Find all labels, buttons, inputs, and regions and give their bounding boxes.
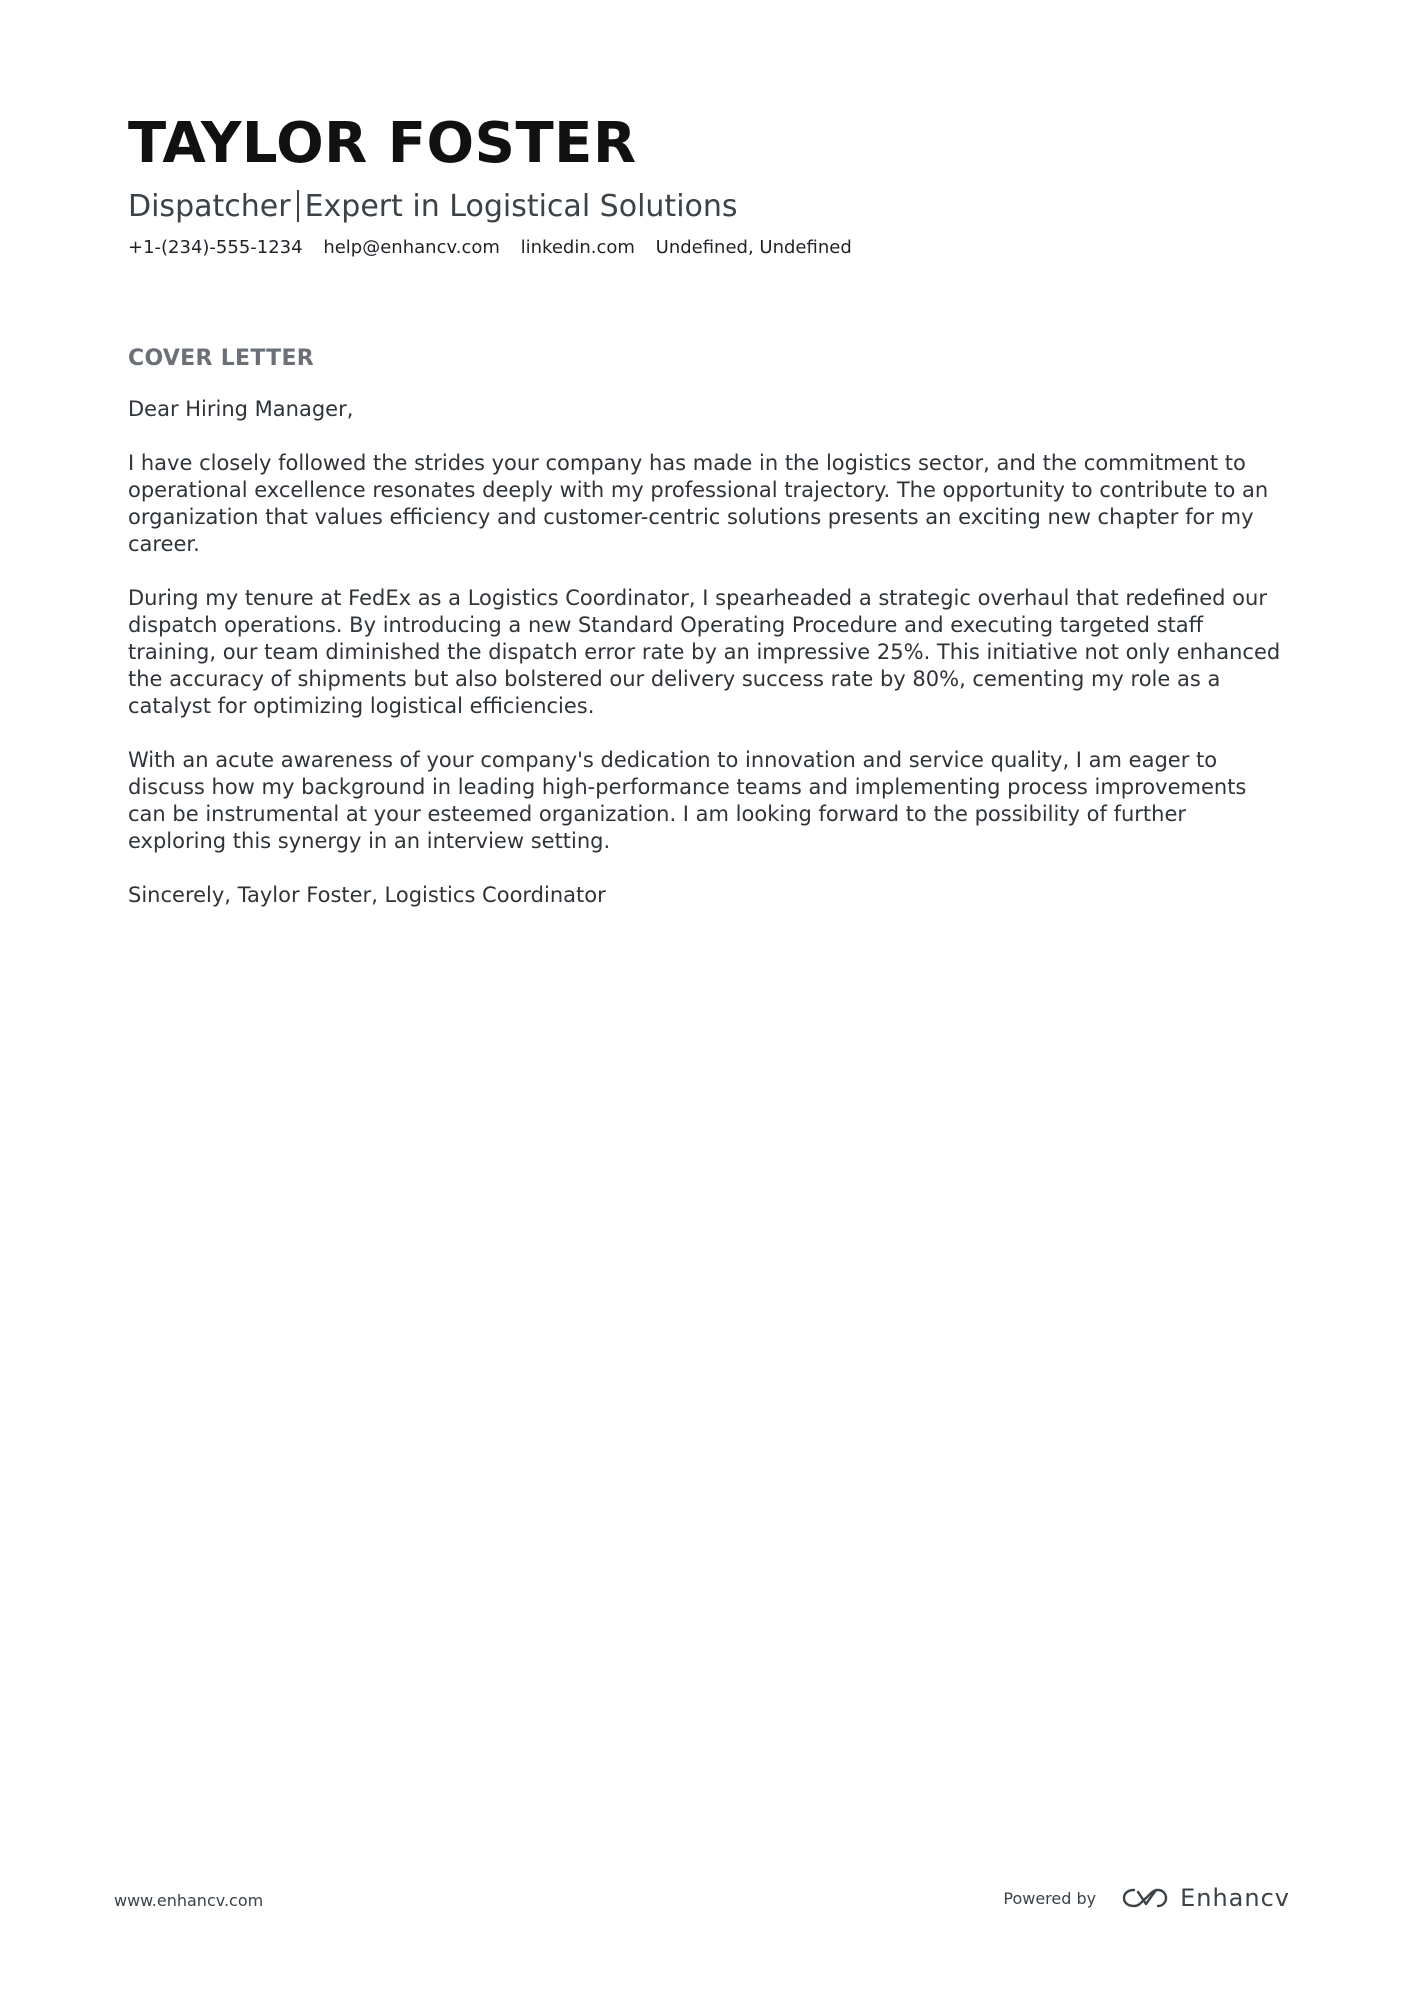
contact-email: help@enhancv.com bbox=[323, 237, 500, 258]
contact-info bbox=[128, 236, 1288, 260]
cover-letter-body bbox=[128, 344, 1288, 936]
contact-location: Undefined, Undefined bbox=[655, 237, 852, 258]
candidate-title bbox=[128, 188, 1288, 226]
enhancv-logo-icon bbox=[1122, 1886, 1168, 1910]
closing: Sincerely, Taylor Foster, Logistics Coordinator bbox=[128, 883, 606, 907]
salutation: Dear Hiring Manager, bbox=[128, 397, 354, 421]
title-separator bbox=[297, 190, 299, 222]
title-role: Dispatcher bbox=[128, 189, 291, 224]
title-tagline: Expert in Logistical Solutions bbox=[304, 189, 738, 224]
footer-website: www.enhancv.com bbox=[114, 1891, 264, 1910]
letter-paragraph-3: With an acute awareness of your company's dedication to innovation and service quality, I am eager to discuss how my background in leading high-performance teams and implementing process improvements can be instrumental at your esteemed organization. I am looking forward to the possibility of further exploring this synergy in an interview setting. bbox=[128, 748, 1247, 853]
contact-phone: +1-(234)-555-1234 bbox=[128, 237, 303, 258]
contact-linkedin: linkedin.com bbox=[520, 237, 635, 258]
enhancv-brand: Enhancv bbox=[1180, 1884, 1290, 1912]
footer-branding bbox=[1003, 1884, 1290, 1912]
section-title: COVER LETTER bbox=[128, 346, 315, 371]
letter-paragraph-2: During my tenure at FedEx as a Logistics Coordinator, I spearheaded a strategic overhaul that redefined our dispatch operations. By introducing a new Standard Operating Procedure and executing targeted staff training, our team diminished the dispatch error rate by an impressive 25%. This initiative not only enhanced the accuracy of shipments but also bolstered our delivery success rate by 80%, cementing my role as a catalyst for optimizing logistical efficiencies. bbox=[128, 586, 1281, 718]
letter-paragraph-1: I have closely followed the strides your company has made in the logistics sector, and the commitment to operational excellence resonates deeply with my professional trajectory. The opportunity to contribute to an organization that values efficiency and customer-centric solutions presents an exciting new chapter for my career. bbox=[128, 451, 1269, 556]
candidate-name: TAYLOR FOSTER bbox=[128, 111, 637, 176]
resume-header bbox=[128, 112, 1288, 260]
powered-by-label: Powered by bbox=[1003, 1888, 1097, 1908]
